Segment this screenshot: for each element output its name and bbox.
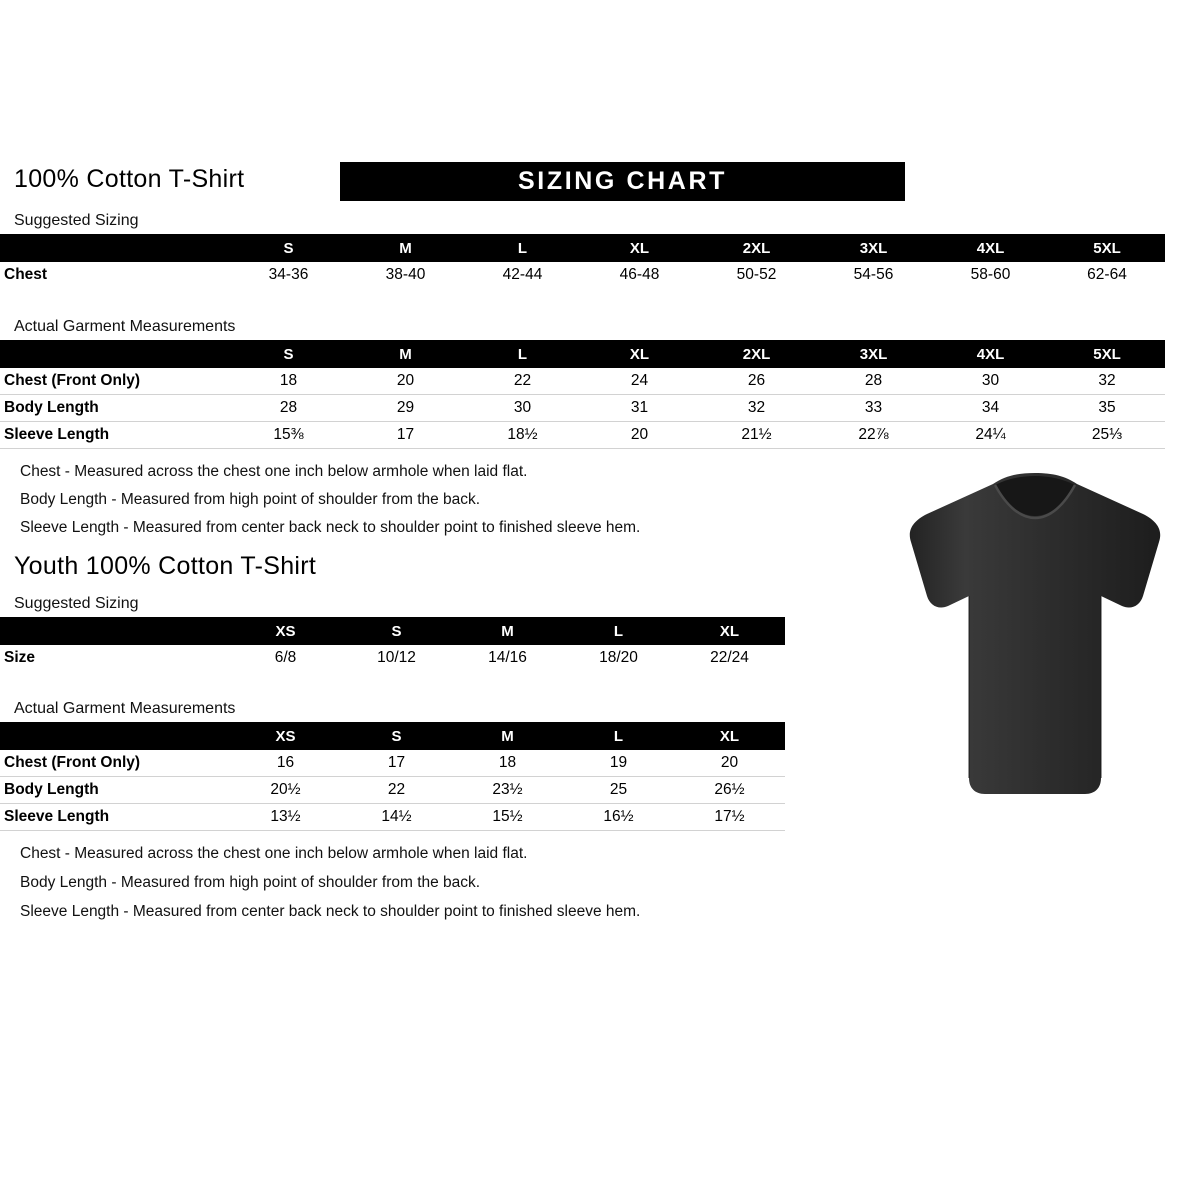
column-header (0, 234, 230, 262)
cell-value: 35 (1049, 395, 1165, 422)
column-header: 4XL (976, 345, 1005, 363)
row-label: Size (4, 649, 36, 666)
adult-actual-measurements-table (0, 340, 1165, 449)
table-row (0, 262, 1165, 288)
row-label: Chest (Front Only) (0, 750, 230, 777)
youth-actual-measurements-label: Actual Garment Measurements (14, 700, 236, 717)
table-row (0, 395, 1165, 422)
table-header-row (0, 722, 785, 750)
cell-value: 14/16 (488, 649, 527, 666)
cell-value: 16½ (563, 804, 674, 831)
cell-value: 31 (581, 395, 698, 422)
adult-suggested-sizing-label: Suggested Sizing (14, 212, 139, 229)
cell-value: 38-40 (385, 266, 426, 283)
cell-value: 30 (464, 395, 581, 422)
table-header-row (0, 340, 1165, 368)
cell-value: 26½ (674, 777, 785, 804)
column-header: XL (719, 727, 740, 745)
cell-value: 18 (230, 368, 347, 395)
cell-value: 19 (563, 750, 674, 777)
column-header: L (517, 345, 528, 363)
column-header: L (613, 622, 624, 640)
row-label: Body Length (0, 395, 230, 422)
cell-value: 20 (581, 422, 698, 449)
cell-value: 24¼ (932, 422, 1049, 449)
table-row (0, 750, 785, 777)
column-header: S (391, 622, 402, 640)
youth-suggested-sizing-table (0, 617, 785, 671)
column-header: 4XL (976, 239, 1005, 257)
table-row (0, 777, 785, 804)
table-row (0, 368, 1165, 395)
table-header-row (0, 617, 785, 645)
youth-actual-measurements-table (0, 722, 785, 831)
cell-value: 29 (347, 395, 464, 422)
cell-value: 22 (464, 368, 581, 395)
cell-value: 32 (1049, 368, 1165, 395)
row-label: Sleeve Length (0, 422, 230, 449)
cell-value: 21½ (698, 422, 815, 449)
column-header (0, 722, 230, 750)
column-header: S (283, 345, 294, 363)
cell-value: 26 (698, 368, 815, 395)
adult-note-body-length: Body Length - Measured from high point of shoulder from the back. (20, 491, 481, 508)
adult-note-sleeve-length: Sleeve Length - Measured from center back neck to shoulder point to finished sleeve hem. (20, 519, 641, 536)
cell-value: 13½ (230, 804, 341, 831)
cell-value: 24 (581, 368, 698, 395)
column-header: S (391, 727, 402, 745)
cell-value: 62-64 (1087, 266, 1127, 283)
t-shirt-illustration (885, 470, 1185, 810)
cell-value: 15½ (452, 804, 563, 831)
row-label: Chest (Front Only) (0, 368, 230, 395)
row-label: Chest (4, 266, 48, 283)
cell-value: 34-36 (268, 266, 309, 283)
column-header: XL (629, 345, 650, 363)
cell-value: 20 (674, 750, 785, 777)
table-header-row (0, 234, 1165, 262)
youth-note-body-length: Body Length - Measured from high point of shoulder from the back. (20, 874, 481, 891)
column-header (0, 340, 230, 368)
cell-value: 50-52 (736, 266, 777, 283)
row-label: Body Length (0, 777, 230, 804)
cell-value: 17 (341, 750, 452, 777)
column-header: 2XL (742, 239, 771, 257)
column-header: L (517, 239, 528, 257)
column-header: XS (275, 727, 296, 745)
table-row (0, 422, 1165, 449)
youth-note-chest: Chest - Measured across the chest one inch below armhole when laid flat. (20, 845, 528, 862)
cell-value: 16 (230, 750, 341, 777)
cell-value: 15⅜ (230, 422, 347, 449)
adult-actual-measurements-label: Actual Garment Measurements (14, 318, 236, 335)
cell-value: 10/12 (377, 649, 416, 666)
table-row (0, 804, 785, 831)
cell-value: 17½ (674, 804, 785, 831)
cell-value: 54-56 (853, 266, 894, 283)
cell-value: 22 (341, 777, 452, 804)
adult-suggested-sizing-table (0, 234, 1165, 288)
column-header: M (399, 239, 412, 257)
cell-value: 20 (347, 368, 464, 395)
youth-suggested-sizing-label: Suggested Sizing (14, 595, 139, 612)
column-header: 5XL (1093, 239, 1121, 257)
column-header: M (501, 727, 514, 745)
column-header: S (283, 239, 294, 257)
cell-value: 14½ (341, 804, 452, 831)
cell-value: 23½ (452, 777, 563, 804)
adult-note-chest: Chest - Measured across the chest one inch below armhole when laid flat. (20, 463, 528, 480)
youth-note-sleeve-length: Sleeve Length - Measured from center back neck to shoulder point to finished sleeve hem. (20, 903, 641, 920)
cell-value: 30 (932, 368, 1049, 395)
cell-value: 18/20 (599, 649, 638, 666)
cell-value: 6/8 (274, 649, 297, 666)
cell-value: 34 (932, 395, 1049, 422)
cell-value: 25 (563, 777, 674, 804)
cell-value: 46-48 (619, 266, 660, 283)
sizing-chart-banner (340, 162, 905, 201)
cell-value: 28 (230, 395, 347, 422)
column-header: 5XL (1093, 345, 1121, 363)
column-header: XL (719, 622, 740, 640)
cell-value: 58-60 (970, 266, 1011, 283)
cell-value: 18 (452, 750, 563, 777)
cell-value: 25⅓ (1049, 422, 1165, 449)
row-label: Sleeve Length (0, 804, 230, 831)
column-header: XS (275, 622, 296, 640)
cell-value: 32 (698, 395, 815, 422)
column-header (0, 617, 230, 645)
cell-value: 22/24 (710, 649, 749, 666)
column-header: M (501, 622, 514, 640)
sizing-chart-banner-label: SIZING CHART (518, 167, 727, 195)
column-header: 3XL (859, 239, 888, 257)
table-row (0, 645, 785, 671)
cell-value: 28 (815, 368, 932, 395)
cell-value: 22⅞ (815, 422, 932, 449)
column-header: L (613, 727, 624, 745)
cell-value: 18½ (464, 422, 581, 449)
youth-section-title: Youth 100% Cotton T-Shirt (14, 552, 317, 580)
cell-value: 17 (347, 422, 464, 449)
cell-value: 33 (815, 395, 932, 422)
cell-value: 42-44 (502, 266, 543, 283)
cell-value: 20½ (230, 777, 341, 804)
column-header: 3XL (859, 345, 888, 363)
column-header: M (399, 345, 412, 363)
column-header: XL (629, 239, 650, 257)
adult-section-title: 100% Cotton T-Shirt (14, 165, 245, 193)
column-header: 2XL (742, 345, 771, 363)
